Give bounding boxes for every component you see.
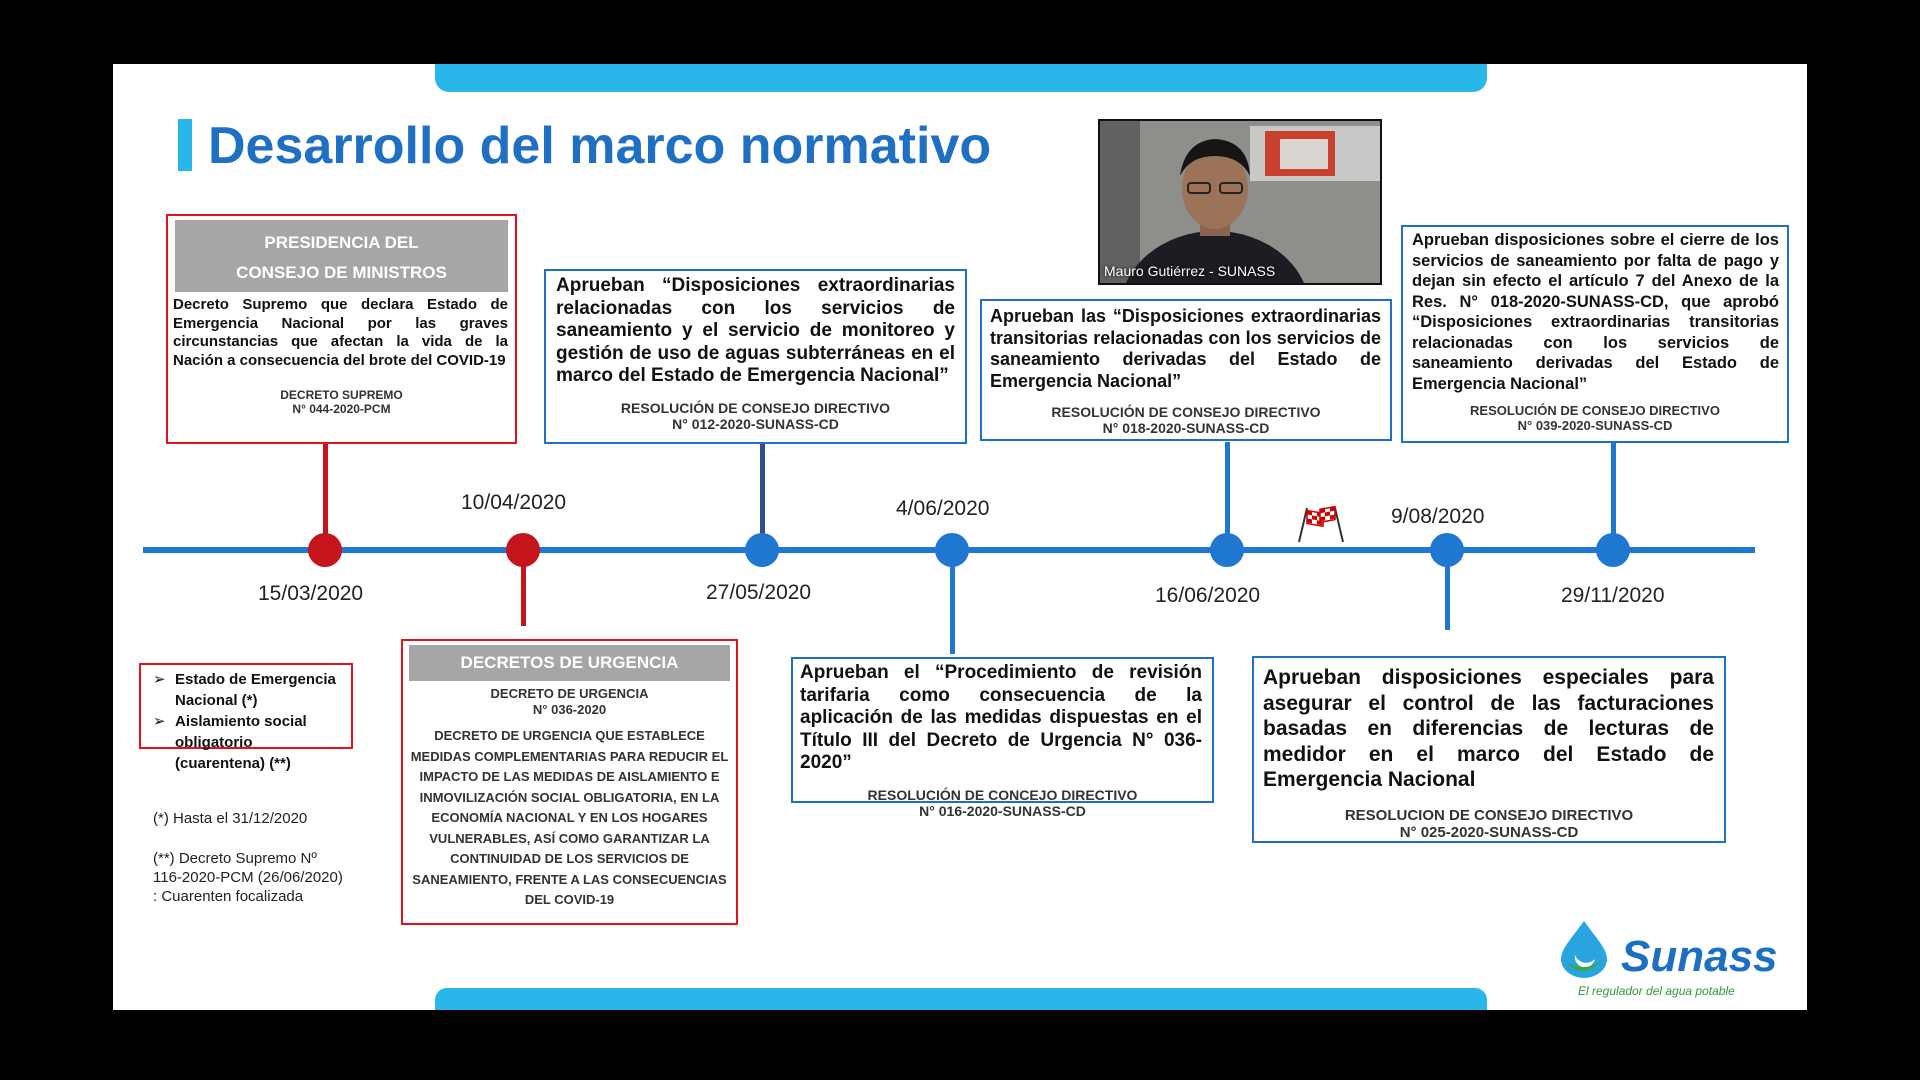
du-ref-number: N° 036-2020 — [532, 702, 607, 717]
slide-title: Desarrollo del marco normativo — [208, 117, 992, 175]
note-2: (**) Decreto Supremo Nº 116-2020-PCM (26/06/2020) : Cuarenten focalizada — [153, 850, 343, 905]
resolution-018-box — [980, 299, 1392, 441]
timeline-dot-2 — [506, 533, 540, 567]
pcm-ref-number: N° 044-2020-PCM — [292, 402, 391, 416]
r025-ref-type: RESOLUCION DE CONSEJO DIRECTIVO — [1344, 806, 1634, 824]
du-text: DECRETO DE URGENCIA QUE ESTABLECE MEDIDAS COMPLEMENTARIAS PARA REDUCIR EL IMPACTO DE LAS MEDIDAS DE AISLAMIENTO E INMOVILIZACIÓN SOCIAL OBLIGATORIA, EN LA ECONOMÍA NACIONAL Y EN LOS HOGARES VULNERABLES, ASÍ COMO GARANTIZAR LA CONTINUIDAD DE LOS SERVICIOS DE SANEAMIENTO, FRENTE A LAS CONSECUENCIAS DEL COVID-19 — [410, 728, 729, 907]
pcm-text: Decreto Supremo que declara Estado de Emergencia Nacional por las graves circunstancias que afectan la vida de la Nación a consecuencia del brote del COVID-19 — [173, 296, 508, 369]
title-accent-mark — [178, 119, 192, 171]
r018-ref-type: RESOLUCIÓN DE CONSEJO DIRECTIVO — [1051, 404, 1321, 420]
resolution-025-box — [1252, 656, 1726, 843]
r016-text: Aprueban el “Procedimiento de revisión tarifaria como consecuencia de la aplicación de las medidas dispuestas en el Título III del Decreto de Urgencia N° 036-2020” — [800, 662, 1202, 773]
r025-text: Aprueban disposiciones especiales para asegurar el control de las facturaciones basadas en diferencias de lecturas de medidor en el marco del Estado de Emergencia Nacional — [1263, 666, 1714, 791]
arrow-bullet-icon: ➢ — [153, 713, 166, 730]
date-2: 10/04/2020 — [461, 491, 567, 514]
timeline-dot-1 — [308, 533, 342, 567]
legend-item-label: Estado de Emergencia Nacional (*) — [175, 671, 336, 709]
r039-ref-number: N° 039-2020-SUNASS-CD — [1517, 418, 1673, 433]
r012-ref-number: N° 012-2020-SUNASS-CD — [672, 415, 839, 432]
timeline-dot-5 — [1210, 533, 1244, 567]
note-1: (*) Hasta el 31/12/2020 — [153, 810, 308, 827]
resolution-039-box — [1401, 225, 1789, 443]
pcm-header: PRESIDENCIA DEL CONSEJO DE MINISTROS — [175, 220, 508, 292]
legend-item-label: Aislamiento social obligatorio (cuarentena) (**) — [175, 713, 307, 772]
r012-ref-type: RESOLUCIÓN DE CONSEJO DIRECTIVO — [620, 399, 891, 416]
timeline-dot-6 — [1430, 533, 1464, 567]
urgency-decree-box — [401, 639, 738, 925]
resolution-012-box — [544, 269, 967, 444]
presentation-slide — [113, 64, 1807, 1010]
pcm-decree-box — [166, 214, 517, 444]
sunass-tagline: El regulador del agua potable — [1578, 984, 1735, 998]
sunass-logo-drop-icon — [1557, 919, 1611, 979]
participant-name: Mauro Gutiérrez - SUNASS — [1104, 263, 1276, 279]
r039-ref-type: RESOLUCIÓN DE CONSEJO DIRECTIVO — [1470, 403, 1720, 418]
timeline-dot-7 — [1596, 533, 1630, 567]
participant-avatar-icon — [1100, 121, 1380, 283]
du-ref-type: DECRETO DE URGENCIA — [490, 686, 649, 701]
checkered-flags-icon — [1293, 504, 1349, 544]
timeline-dot-4 — [935, 533, 969, 567]
r012-text: Aprueban “Disposiciones extraordinarias relacionadas con los servicios de saneamiento y el servicio de monitoreo y gestión de uso de aguas subterráneas en el marco del Estado de Emergencia Nacional” — [556, 275, 955, 386]
date-1: 15/03/2020 — [258, 582, 364, 605]
r016-ref-number: N° 016-2020-SUNASS-CD — [919, 802, 1086, 819]
r039-text: Aprueban disposiciones sobre el cierre de los servicios de saneamiento por falta de pago y dejan sin efecto el artículo 7 del Anexo de la Res. N° 018-2020-SUNASS-CD, que aprobó “Disposiciones extraordinarias transitorias relacionadas con los servicios de saneamiento derivadas del Estado de Emergencia Nacional” — [1412, 231, 1779, 393]
participant-video[interactable] — [1098, 119, 1382, 285]
legend-box — [139, 663, 353, 772]
r016-ref-type: RESOLUCIÓN DE CONCEJO DIRECTIVO — [867, 786, 1138, 803]
r025-ref-number: N° 025-2020-SUNASS-CD — [1399, 823, 1579, 841]
date-7: 29/11/2020 — [1561, 584, 1665, 607]
date-5: 16/06/2020 — [1155, 584, 1261, 607]
sunass-logo: Sunass — [1621, 932, 1778, 981]
legend-list — [149, 669, 343, 774]
date-3: 27/05/2020 — [706, 581, 812, 604]
top-accent-bar — [435, 64, 1487, 92]
r018-ref-number: N° 018-2020-SUNASS-CD — [1102, 420, 1270, 436]
pcm-ref-type: DECRETO SUPREMO — [280, 388, 403, 402]
arrow-bullet-icon: ➢ — [153, 671, 166, 688]
r018-text: Aprueban las “Disposiciones extraordinarias transitorias relacionadas con los servicios de saneamiento derivadas del Estado de Emergencia Nacional” — [990, 306, 1381, 391]
du-header: DECRETOS DE URGENCIA — [409, 645, 730, 681]
timeline-dot-3 — [745, 533, 779, 567]
legend-item — [149, 669, 343, 711]
bottom-accent-bar — [435, 988, 1487, 1010]
date-6: 9/08/2020 — [1391, 505, 1485, 528]
date-4: 4/06/2020 — [896, 497, 990, 520]
resolution-016-box — [791, 657, 1214, 819]
legend-item — [149, 711, 343, 774]
